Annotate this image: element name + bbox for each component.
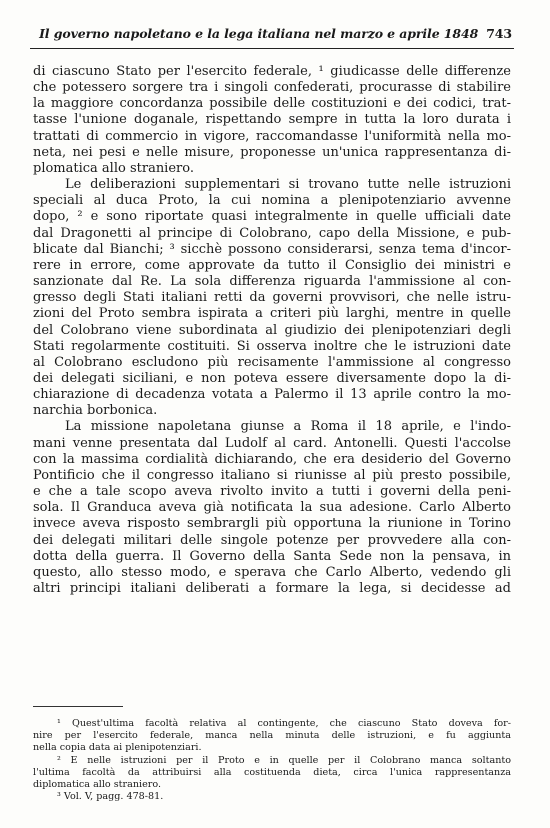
text-line: di ciascuno Stato per l'esercito federale, ¹ giudicasse delle differenze <box>33 64 511 79</box>
text-line: blicate dal Bianchi; ³ sicchè possono considerarsi, senza tema d'incor- <box>33 241 511 257</box>
footnote-line: ³ Vol. V, pagg. 478-81. <box>57 791 164 803</box>
text-line: invece aveva risposto sembrargli più opportuna la riunione in Torino <box>33 516 511 532</box>
text-line: del Colobrano viene subordinata al giudizio dei plenipotenziari degli <box>33 322 511 338</box>
footnote <box>33 755 511 792</box>
text-line: trattati di commercio in vigore, raccomandasse l'uniformità nella mo- <box>33 128 511 144</box>
text-line: mani venne presentata dal Ludolf al card. Antonelli. Questi l'accolse <box>33 435 511 451</box>
footnote <box>33 791 511 803</box>
text-line: zioni del Proto sembra ispirata a criteri più larghi, mentre in quelle <box>33 306 511 322</box>
text-line: altri principi italiani deliberati a formare la lega, si decidesse ad <box>33 581 511 596</box>
text-line: questo, allo stesso modo, e sperava che Carlo Alberto, vedendo gli <box>33 564 511 580</box>
header-rule <box>30 48 514 49</box>
page-number: 743 <box>486 26 512 41</box>
text-line: dopo, ² e sono riportate quasi integralmente in quelle ufficiali date <box>33 209 511 225</box>
text-line: dal Dragonetti al principe di Colobrano, capo della Missione, e pub- <box>33 225 511 241</box>
text-line: neta, nei pesi e nelle misure, proponesse un'unica rappresentanza di- <box>33 144 511 160</box>
text-line: Le deliberazioni supplementari si trovano tutte nelle istruzioni <box>65 177 511 193</box>
main-text <box>33 64 511 597</box>
footnote-line: ² E nelle istruzioni per il Proto e in quelle per il Colobrano manca soltanto <box>57 754 511 766</box>
footnote-line: nella copia data ai plenipotenziari. <box>33 742 202 754</box>
text-line: con la massima cordialità dichiarando, che era desiderio del Governo <box>33 451 511 467</box>
footnote-line: nire per l'esercito federale, manca nella minuta delle istruzioni, e fu aggiunta <box>33 730 511 742</box>
running-title: Il governo napoletano e la lega italiana nel marzo e aprile 1848 <box>39 26 479 41</box>
text-line: chiarazione di decadenza votata a Palermo il 13 aprile contro la mo- <box>33 387 511 403</box>
text-line: dotta della guerra. Il Governo della Santa Sede non la pensava, in <box>33 548 511 564</box>
text-line: narchia borbonica. <box>33 403 158 419</box>
text-line: La missione napoletana giunse a Roma il 18 aprile, e l'indo- <box>65 419 511 435</box>
text-line: plomatica allo straniero. <box>33 160 194 176</box>
text-line: sola. Il Granduca aveva già notificata la sua adesione. Carlo Alberto <box>33 500 511 516</box>
text-line: Stati regolarmente costituiti. Si osserva inoltre che le istruzioni date <box>33 338 511 354</box>
text-line: rere in errore, come approvate da tutto il Consiglio dei ministri e <box>33 257 511 273</box>
footnote-line: l'ultima facoltà da attribuirsi alla costituenda dieta, circa l'unica rappresentanza <box>33 766 511 778</box>
text-line: speciali al duca Proto, la cui nomina a plenipotenziario avvenne <box>33 193 511 209</box>
text-line: la maggiore concordanza possibile delle costituzioni e dei codici, trat- <box>33 96 511 112</box>
text-line: dei delegati siciliani, e non poteva essere diversamente dopo la di- <box>33 370 511 386</box>
text-line: dei delegati militari delle singole potenze per provvedere alla con- <box>33 532 511 548</box>
text-line: che potessero sorgere tra i singoli confederati, procurasse di stabilire <box>33 80 511 96</box>
footnote-rule <box>33 706 123 707</box>
text-line: gresso degli Stati italiani retti da governi provvisori, che nelle istru- <box>33 290 511 306</box>
running-header <box>0 26 512 41</box>
text-line: e che a tale scopo aveva rivolto invito a tutti i governi della peni- <box>33 484 511 500</box>
text-line: tasse l'unione doganale, rispettando sempre in tutta la loro durata i <box>33 112 511 128</box>
footnote <box>33 718 511 755</box>
footnote-line: diplomatica allo straniero. <box>33 779 162 791</box>
text-line: al Colobrano escludono più recisamente l'ammissione al congresso <box>33 354 511 370</box>
footnote-line: ¹ Quest'ultima facoltà relativa al contingente, che ciascuno Stato doveva for- <box>57 718 511 729</box>
paragraph <box>33 419 511 597</box>
paragraph <box>33 64 511 177</box>
text-line: Pontificio che il congresso italiano si riunisse al più presto possibile, <box>33 467 511 483</box>
text-line: sanzionate dal Re. La sola differenza riguarda l'ammissione al con- <box>33 274 511 290</box>
footnotes <box>33 718 511 803</box>
paragraph <box>33 177 511 419</box>
